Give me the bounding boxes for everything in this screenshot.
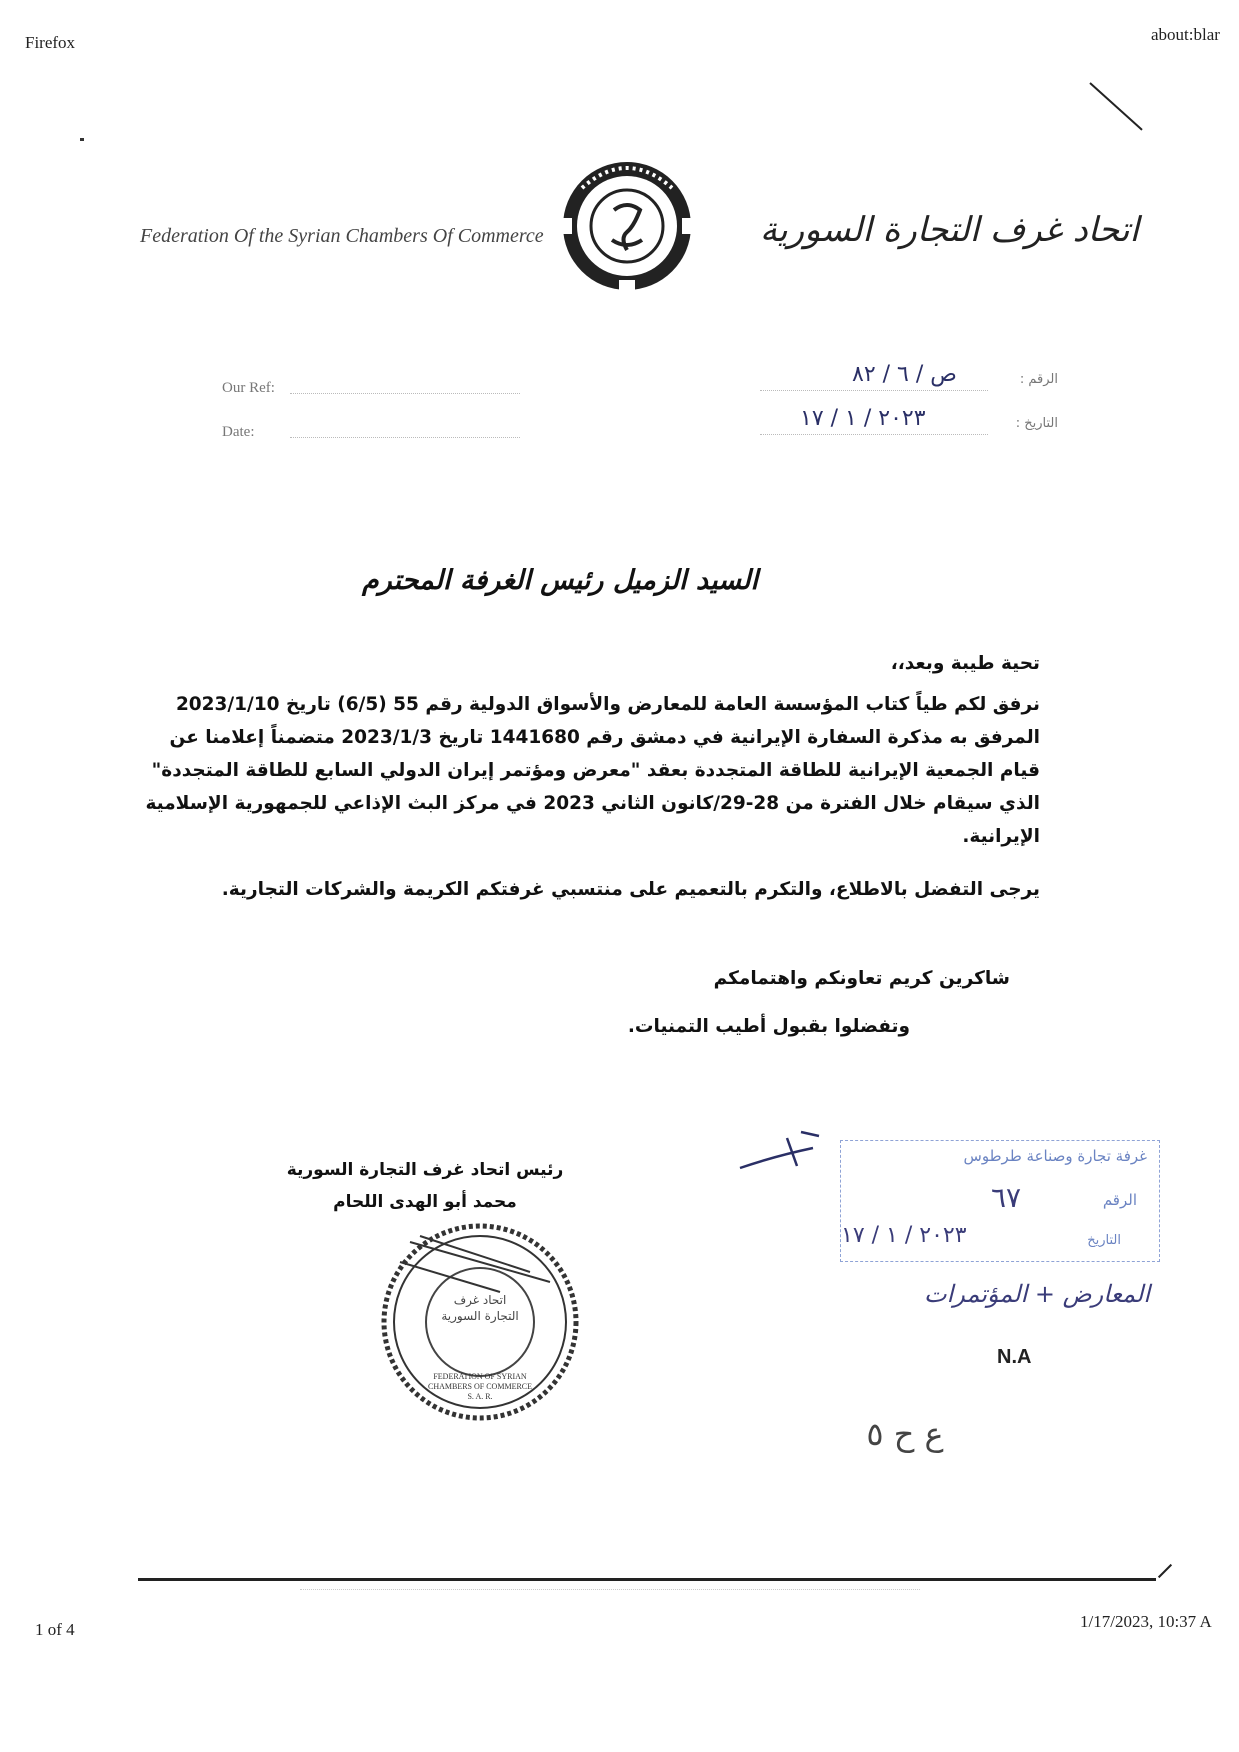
date-line <box>290 437 520 438</box>
thanks-line: شاكرين كريم تعاونكم واهتمامكم <box>713 968 1010 989</box>
closing-line: وتفضلوا بقبول أطيب التمنيات. <box>627 1016 910 1037</box>
request-line: يرجى التفضل بالاطلاع، والتكرم بالتعميم على منتسبي غرفتكم الكريمة والشركات التجارية. <box>221 879 1040 900</box>
our-ref-line <box>290 393 520 394</box>
footer-rule <box>138 1578 1156 1581</box>
our-ref-label: Our Ref: <box>222 380 275 396</box>
stamp-date-label: التاريخ <box>1087 1233 1121 1248</box>
letterhead-arabic-name: اتحاد غرف التجارة السورية <box>760 210 1139 250</box>
ref-label-ar: الرقم : <box>1019 372 1058 387</box>
signatory-title: رئيس اتحاد غرف التجارة السورية <box>286 1160 564 1180</box>
stamp-date-value: ٢٠٢٣ / ١ / ١٧ <box>841 1223 967 1248</box>
seal-english-line-2: CHAMBERS OF COMMERCE <box>427 1382 533 1391</box>
date-label: Date: <box>222 424 255 440</box>
stamp-number-value: ٦٧ <box>991 1181 1022 1214</box>
received-stamp <box>840 1140 1160 1262</box>
scan-stroke <box>1089 82 1142 130</box>
seal-arabic-text: اتحاد غرف التجارة السورية <box>441 1293 519 1323</box>
letterhead-english-name: Federation Of the Syrian Chambers Of Commerce <box>140 225 544 247</box>
faded-footer-text <box>300 1588 920 1590</box>
official-seal <box>380 1222 580 1422</box>
scan-dot <box>80 138 84 141</box>
date-value: ٢٠٢٣ / ١ / ١٧ <box>800 406 926 431</box>
seal-english-text <box>418 1372 542 1402</box>
paragraph-line-1: نرفق لكم طياً كتاب المؤسسة العامة للمعارض والأسواق الدولية رقم 55 (6/5) تاريخ 2023/1/10 <box>175 694 1040 715</box>
handwritten-signature <box>735 1128 825 1182</box>
stamp-header: غرفة تجارة وصناعة طرطوس <box>963 1147 1147 1165</box>
paragraph-line-4: الذي سيقام خلال الفترة من 28-29/كانون الثاني 2023 في مركز البث الإذاعي للجمهورية الإسلامية <box>145 793 1040 814</box>
paragraph-line-3: قيام الجمعية الإيرانية للطاقة المتجددة بعقد "معرض ومؤتمر إيران الدولي السابع للطاقة المتجددة" <box>151 760 1040 781</box>
print-datetime: 1/17/2023, 10:37 A <box>1080 1612 1212 1631</box>
paragraph-line-5: الإيرانية. <box>962 826 1040 847</box>
ref-line-ar <box>760 390 988 391</box>
body-paragraph <box>145 688 1040 853</box>
date-label-ar: التاريخ : <box>1015 416 1058 431</box>
browser-url: about:blar <box>1151 25 1220 44</box>
handwritten-note: المعارض + المؤتمرات <box>923 1280 1150 1308</box>
extra-handwritten-note: ع ح ٥ <box>866 1415 944 1453</box>
rule-end-mark <box>1158 1564 1172 1578</box>
ref-value: ص / ٦ / ٨٢ <box>852 362 957 387</box>
stamp-number-label: الرقم <box>1102 1191 1137 1209</box>
federation-logo <box>552 148 702 302</box>
seal-english-line-1: FEDERATION OF SYRIAN <box>433 1372 527 1381</box>
seal-english-line-3: S. A. R. <box>467 1392 493 1401</box>
page-counter: 1 of 4 <box>35 1620 75 1639</box>
initials: N.A <box>997 1346 1032 1368</box>
greeting: تحية طيبة وبعد،، <box>890 653 1040 674</box>
browser-app-name: Firefox <box>25 33 76 52</box>
date-line-ar <box>760 434 988 435</box>
salutation: السيد الزميل رئيس الغرفة المحترم <box>361 565 759 596</box>
paragraph-line-2: المرفق به مذكرة السفارة الإيرانية في دمشق رقم 1441680 تاريخ 2023/1/3 متضمناً إعلامنا عن <box>169 727 1040 748</box>
signatory-name: محمد أبو الهدى اللحام <box>333 1192 517 1212</box>
